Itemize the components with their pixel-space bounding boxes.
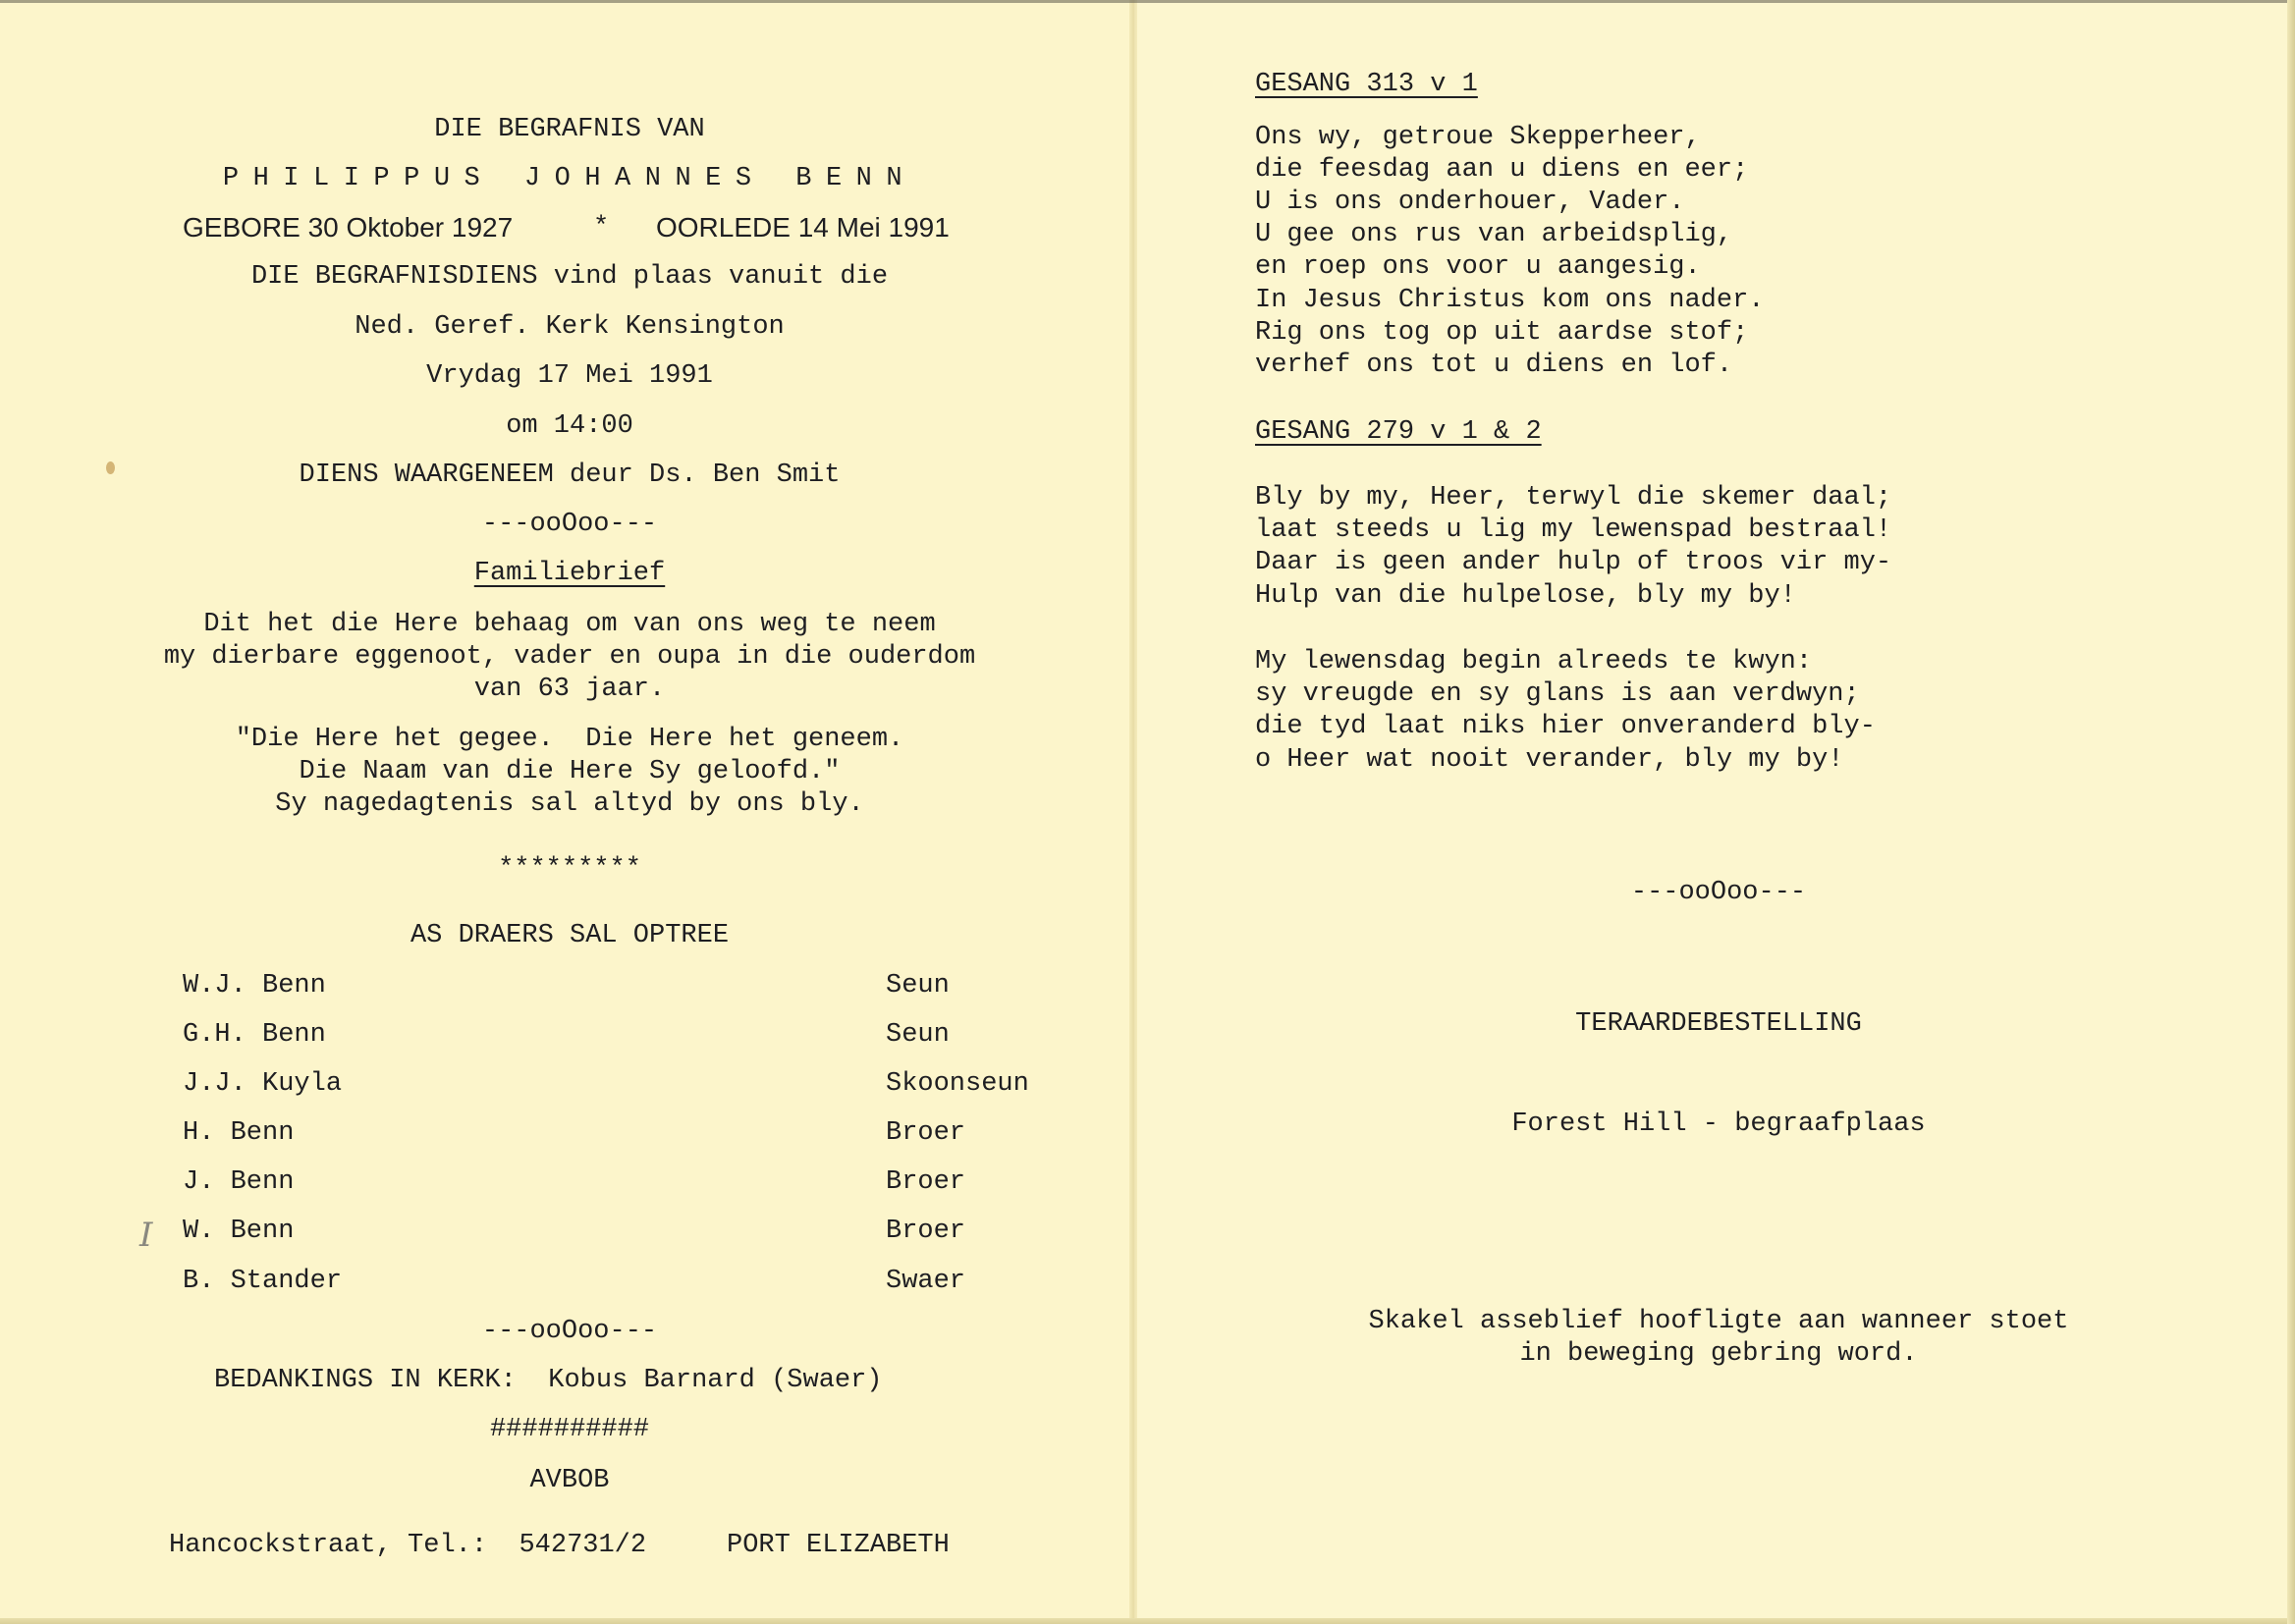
right-page [1137, 0, 2295, 1624]
hymn2-line: Daar is geen ander hulp of troos vir my- [1255, 548, 1892, 577]
hymn2-title: GESANG 279 v 1 & 2 [1255, 417, 1542, 447]
paper-edge [0, 0, 2295, 3]
pallbearer-name: J.J. Kuyla [183, 1069, 343, 1099]
hymn1-title: GESANG 313 v 1 [1255, 70, 1478, 99]
paper-edge [2287, 0, 2295, 1624]
pallbearer-name: B. Stander [183, 1267, 343, 1296]
service-date: Vrydag 17 Mei 1991 [426, 361, 713, 391]
left-page [0, 0, 1131, 1624]
paper-edge [0, 1618, 2295, 1624]
quote-line: Die Naam van die Here Sy geloofd." [299, 757, 841, 786]
death-date: OORLEDE 14 Mei 1991 [656, 212, 950, 243]
hymn2-line: sy vreugde en sy glans is aan verdwyn; [1255, 679, 1860, 709]
divider: ---ooOoo--- [481, 510, 658, 539]
undertaker: AVBOB [529, 1466, 610, 1495]
hash-divider: ########## [489, 1415, 650, 1444]
hymn1-line: die feesdag aan u diens en eer; [1255, 155, 1749, 185]
stars-divider: ********* [498, 854, 641, 884]
family-letter-line: van 63 jaar. [473, 675, 666, 704]
burial-heading: TERAARDEBESTELLING [1575, 1009, 1862, 1039]
hymn2-line: o Heer wat nooit verander, bly my by! [1255, 745, 1844, 775]
hymn1-line: In Jesus Christus kom ons nader. [1255, 286, 1765, 315]
hymn2-line: My lewensdag begin alreeds te kwyn: [1255, 647, 1813, 677]
pallbearer-relation: Seun [886, 971, 950, 1001]
undertaker-address: Hancockstraat, Tel.: 542731/2 [169, 1531, 647, 1560]
family-letter-line: Dit het die Here behaag om van ons weg te neem [203, 610, 936, 639]
hymn2-line: Bly by my, Heer, terwyl die skemer daal; [1255, 483, 1892, 513]
church: Ned. Geref. Kerk Kensington [355, 312, 785, 342]
family-letter-line: my dierbare eggenoot, vader en oupa in die ouderdom [163, 642, 976, 672]
hymn1-line: verhef ons tot u diens en lof. [1255, 351, 1733, 380]
hymn2-line: laat steeds u lig my lewenspad bestraal! [1255, 515, 1892, 545]
pallbearer-relation: Swaer [886, 1267, 966, 1296]
cemetery: Forest Hill - begraafplaas [1511, 1110, 1926, 1139]
pallbearer-relation: Broer [886, 1167, 966, 1197]
hymn1-line: U is ons onderhouer, Vader. [1255, 188, 1685, 217]
headlights-line: in beweging gebring word. [1519, 1339, 1918, 1369]
pencil-annotation: I [139, 1216, 153, 1255]
star-separator: * [593, 213, 610, 243]
pallbearer-name: W. Benn [183, 1217, 295, 1246]
undertaker-city: PORT ELIZABETH [727, 1531, 950, 1560]
pallbearers-heading: AS DRAERS SAL OPTREE [410, 921, 730, 950]
thanks-line: BEDANKINGS IN KERK: Kobus Barnard (Swaer) [214, 1366, 883, 1395]
hymn2-line: die tyd laat niks hier onveranderd bly- [1255, 712, 1876, 741]
headlights-line: Skakel asseblief hoofligte aan wanneer stoet [1368, 1307, 2069, 1336]
pallbearer-relation: Skoonseun [886, 1069, 1029, 1099]
paper-stain [106, 461, 115, 474]
divider: ---ooOoo--- [1630, 878, 1807, 907]
pallbearer-name: G.H. Benn [183, 1020, 326, 1050]
pallbearer-name: H. Benn [183, 1118, 295, 1148]
quote-line: Sy nagedagtenis sal altyd by ons bly. [275, 789, 864, 819]
pallbearer-relation: Seun [886, 1020, 950, 1050]
service-time: om 14:00 [506, 411, 633, 441]
deceased-name: PHILIPPUS JOHANNES BENN [222, 164, 917, 193]
pallbearer-relation: Broer [886, 1217, 966, 1246]
pallbearer-relation: Broer [886, 1118, 966, 1148]
service-line: DIE BEGRAFNISDIENS vind plaas vanuit die [250, 262, 889, 292]
pallbearer-name: J. Benn [183, 1167, 295, 1197]
birth-date: GEBORE 30 Oktober 1927 [183, 212, 514, 243]
hymn2-line: Hulp van die hulpelose, bly my by! [1255, 581, 1796, 611]
officiant: DIENS WAARGENEEM deur Ds. Ben Smit [299, 460, 841, 490]
hymn1-line: Rig ons tog op uit aardse stof; [1255, 318, 1749, 348]
hymn1-line: Ons wy, getroue Skepperheer, [1255, 123, 1701, 152]
pallbearer-name: W.J. Benn [183, 971, 326, 1001]
hymn1-line: U gee ons rus van arbeidsplig, [1255, 220, 1733, 249]
quote-line: "Die Here het gegee. Die Here het geneem. [235, 725, 904, 754]
divider: ---ooOoo--- [481, 1317, 658, 1346]
title: DIE BEGRAFNIS VAN [434, 115, 705, 144]
family-letter-heading: Familiebrief [473, 559, 666, 588]
hymn1-line: en roep ons voor u aangesig. [1255, 252, 1701, 282]
